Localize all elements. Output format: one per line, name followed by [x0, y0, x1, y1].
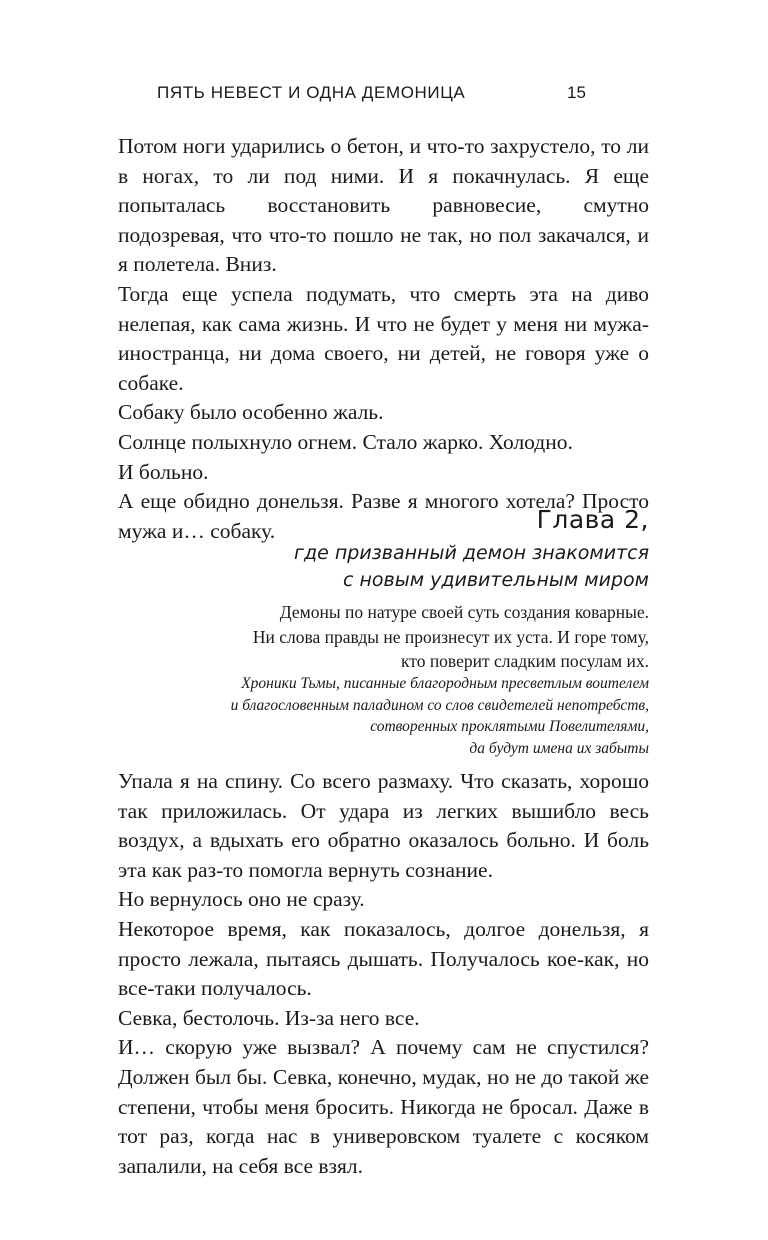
epigraph-source-line: да будут имена их забыты	[469, 739, 649, 757]
chapter-subtitle-line: с новым удивительным миром	[343, 569, 649, 591]
text-block-top	[118, 132, 649, 546]
epigraph-text	[169, 600, 649, 674]
text-block-bottom	[118, 767, 649, 1181]
epigraph-line: Демоны по натуре своей суть создания коварные.	[279, 602, 649, 622]
running-head-title: ПЯТЬ НЕВЕСТ И ОДНА ДЕМОНИЦА	[157, 83, 466, 102]
paragraph: Потом ноги ударились о бетон, и что-то захрустело, то ли в ногах, то ли под ними. И я покачнулась. Я еще попыталась восстановить равновесие, смутно подозревая, что что-то пошло не так, но пол закачался, и я полетела. Вниз.	[118, 134, 649, 277]
paragraph: Тогда еще успела подумать, что смерть эта на диво нелепая, как сама жизнь. И что не будет у меня ни мужа-иностранца, ни дома своего, ни детей, не говоря уже о собаке.	[118, 281, 649, 395]
chapter-subtitle	[149, 540, 649, 594]
chapter-subtitle-line: где призванный демон знакомится	[294, 542, 649, 564]
paragraph: Некоторое время, как показалось, долгое донельзя, я просто лежала, пытаясь дышать. Получалось кое-как, но все-таки получалось.	[118, 916, 649, 1001]
paragraph: Севка, бестолочь. Из-за него все.	[118, 1005, 420, 1030]
epigraph-source	[129, 673, 649, 759]
epigraph-source-line: и благословенным паладином со слов свидетелей непотребств,	[230, 696, 649, 714]
paragraph: И больно.	[118, 459, 209, 484]
epigraph-line: Ни слова правды не произнесут их уста. И горе тому,	[252, 626, 649, 647]
paragraph: Солнце полыхнуло огнем. Стало жарко. Холодно.	[118, 429, 573, 454]
paragraph: Упала я на спину. Со всего размаху. Что сказать, хорошо так приложилась. От удара из легких вышибло весь воздух, а вдыхать его обратно оказалось больно. И боль эта как раз-то помогла вернуть сознание.	[118, 769, 649, 882]
paragraph: И… скорую уже вызвал? А почему сам не спустился? Должен был бы. Севка, конечно, мудак, но не до такой же степени, чтобы меня бросить. Никогда не бросал. Даже в тот раз, когда нас в универовском туалете с косяком запалили, на себя все взял.	[118, 1035, 649, 1178]
chapter-title: Глава 2,	[536, 505, 649, 534]
paragraph: А еще обидно донельзя. Разве я многого хотела? Просто мужа и… собаку.	[118, 489, 649, 543]
paragraph: Собаку было особенно жаль.	[118, 400, 384, 425]
epigraph-source-line: Хроники Тьмы, писанные благородным пресветлым воителем	[241, 675, 649, 692]
page-number: 15	[567, 83, 586, 102]
paragraph: Но вернулось оно не сразу.	[118, 887, 365, 912]
epigraph-source-line: сотворенных проклятыми Повелителями,	[370, 718, 649, 735]
epigraph-line: кто поверит сладким посулам их.	[401, 651, 649, 671]
